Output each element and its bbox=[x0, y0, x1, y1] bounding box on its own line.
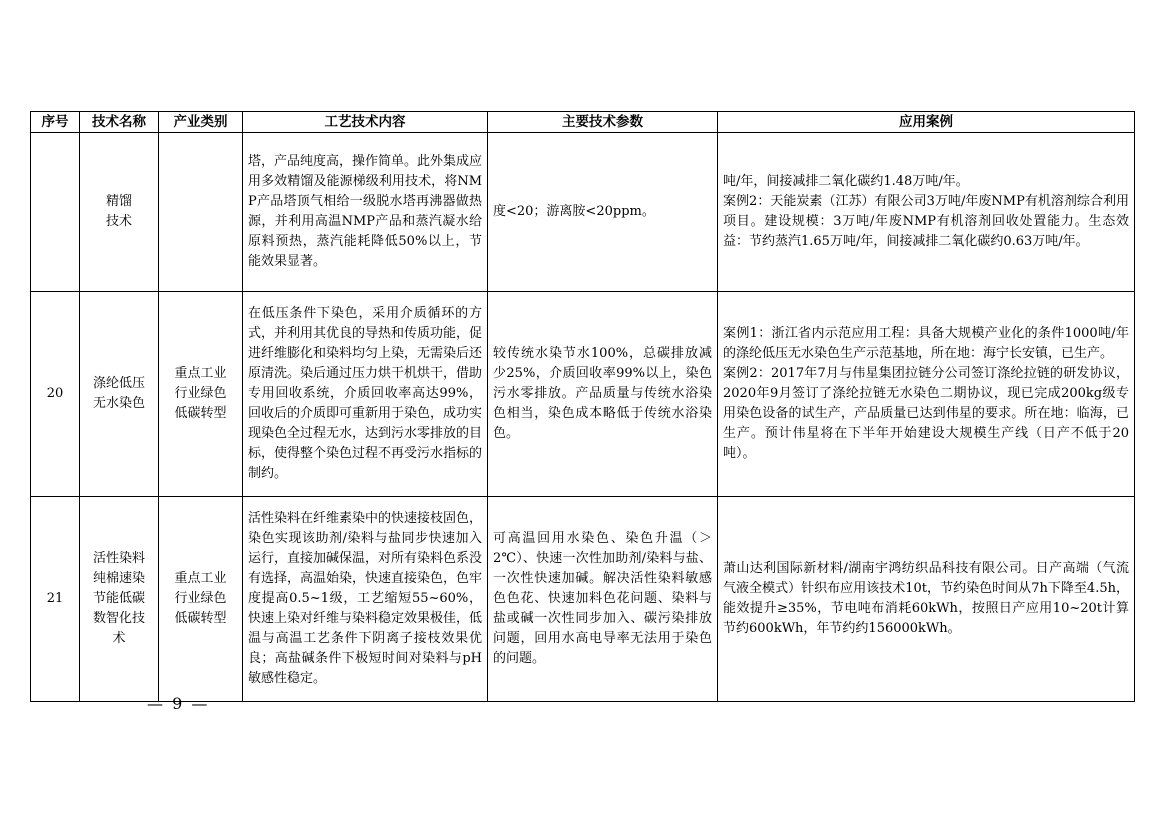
technology-table bbox=[30, 111, 1135, 702]
cell-category: 重点工业 行业绿色 低碳转型 bbox=[159, 292, 243, 497]
cell-params: 可高温回用水染色、染色升温（＞2℃）、快速一次性加助剂/染料与盐、一次性快速加碱。解决活性染料敏感色色花、快速加料色花问题、染料与盐或碱一次性同步加入、碳污染排放问题，回用水高电导率无法用于染色的问题。 bbox=[488, 497, 718, 702]
cell-process: 在低压条件下染色，采用介质循环的方式，并利用其优良的导热和传质功能，促进纤维膨化和染料均匀上染，无需染后还原清洗。染后通过压力烘干机烘干，借助专用回收系统，介质回收率高达99%，回收后的介质即可重新用于染色，成功实现染色全过程无水，达到污水零排放的目标，使得整个染色过程不再受污水指标的制约。 bbox=[243, 292, 488, 497]
cell-no: 20 bbox=[31, 292, 80, 497]
cell-name: 活性染料 纯棉速染 节能低碳 数智化技 术 bbox=[80, 497, 159, 702]
case-paragraph: 吨/年，间接减排二氧化碳约1.48万吨/年。 bbox=[723, 174, 969, 189]
header-process: 工艺技术内容 bbox=[243, 112, 488, 133]
table-row bbox=[31, 133, 1135, 292]
cell-params: 度<20；游离胺<20ppm。 bbox=[488, 133, 718, 292]
cell-name: 精馏 技术 bbox=[80, 133, 159, 292]
table-row bbox=[31, 292, 1135, 497]
case-paragraph: 案例2：天能炭素（江苏）有限公司3万吨/年废NMP有机溶剂综合利用项目。建设规模：3万吨/年废NMP有机溶剂回收处置能力。生态效益：节约蒸汽1.65万吨/年，间接减排二氧化碳约0.63万吨/年。 bbox=[723, 194, 1129, 249]
cell-name: 涤纶低压 无水染色 bbox=[80, 292, 159, 497]
header-cases: 应用案例 bbox=[718, 112, 1135, 133]
header-params: 主要技术参数 bbox=[488, 112, 718, 133]
table-row bbox=[31, 497, 1135, 702]
header-no: 序号 bbox=[31, 112, 80, 133]
cell-category bbox=[159, 133, 243, 292]
page-number: — 9 — bbox=[147, 694, 210, 713]
case-paragraph: 案例1：浙江省内示范应用工程：具备大规模产业化的条件1000吨/年的涤纶低压无水染色生产示范基地，所在地：海宁长安镇，已生产。 bbox=[723, 326, 1129, 361]
header-category: 产业类别 bbox=[159, 112, 243, 133]
table-header-row bbox=[31, 112, 1135, 133]
cell-process: 塔，产品纯度高，操作简单。此外集成应用多效精馏及能源梯级利用技术，将NMP产品塔顶气相给一级脱水塔再沸器做热源，并利用高温NMP产品和蒸汽凝水给原料预热，蒸汽能耗降低50%以上，节能效果显著。 bbox=[243, 133, 488, 292]
cell-cases bbox=[718, 133, 1135, 292]
case-paragraph: 案例2：2017年7月与伟星集团拉链分公司签订涤纶拉链的研发协议，2020年9月签订了涤纶拉链无水染色二期协议，现已完成200kg级专用染色设备的试生产，产品质量已达到伟星的要求。所在地：临海，已生产。预计伟星将在下半年开始建设大规模生产线（日产不低于20吨）。 bbox=[723, 366, 1129, 461]
cell-no: 21 bbox=[31, 497, 80, 702]
cell-no bbox=[31, 133, 80, 292]
cell-cases bbox=[718, 292, 1135, 497]
case-paragraph: 萧山达利国际新材料/湖南宇鸿纺织品科技有限公司。日产高端（气流气液全模式）针织布应用该技术10t，节约染色时间从7h下降至4.5h，能效提升≥35%，节电吨布消耗60kWh，按照日产应用10~20t计算节约600kWh，年节约约156000kWh。 bbox=[723, 561, 1129, 636]
cell-process: 活性染料在纤维素染中的快速接枝固色，染色实现该助剂/染料与盐同步快速加入运行，直接加碱保温，对所有染料色系没有选择，高温始染，快速直接染色，色牢度提高0.5~1级，工艺缩短55~60%，快速上染对纤维与染料稳定效果极佳，低温与高温工艺条件下阴离子接枝效果优良；高盐碱条件下极短时间对染料与pH敏感性稳定。 bbox=[243, 497, 488, 702]
cell-cases bbox=[718, 497, 1135, 702]
cell-params: 较传统水染节水100%，总碳排放减少25%，介质回收率99%以上，染色污水零排放。产品质量与传统水浴染色相当，染色成本略低于传统水浴染色。 bbox=[488, 292, 718, 497]
cell-category: 重点工业 行业绿色 低碳转型 bbox=[159, 497, 243, 702]
header-name: 技术名称 bbox=[80, 112, 159, 133]
